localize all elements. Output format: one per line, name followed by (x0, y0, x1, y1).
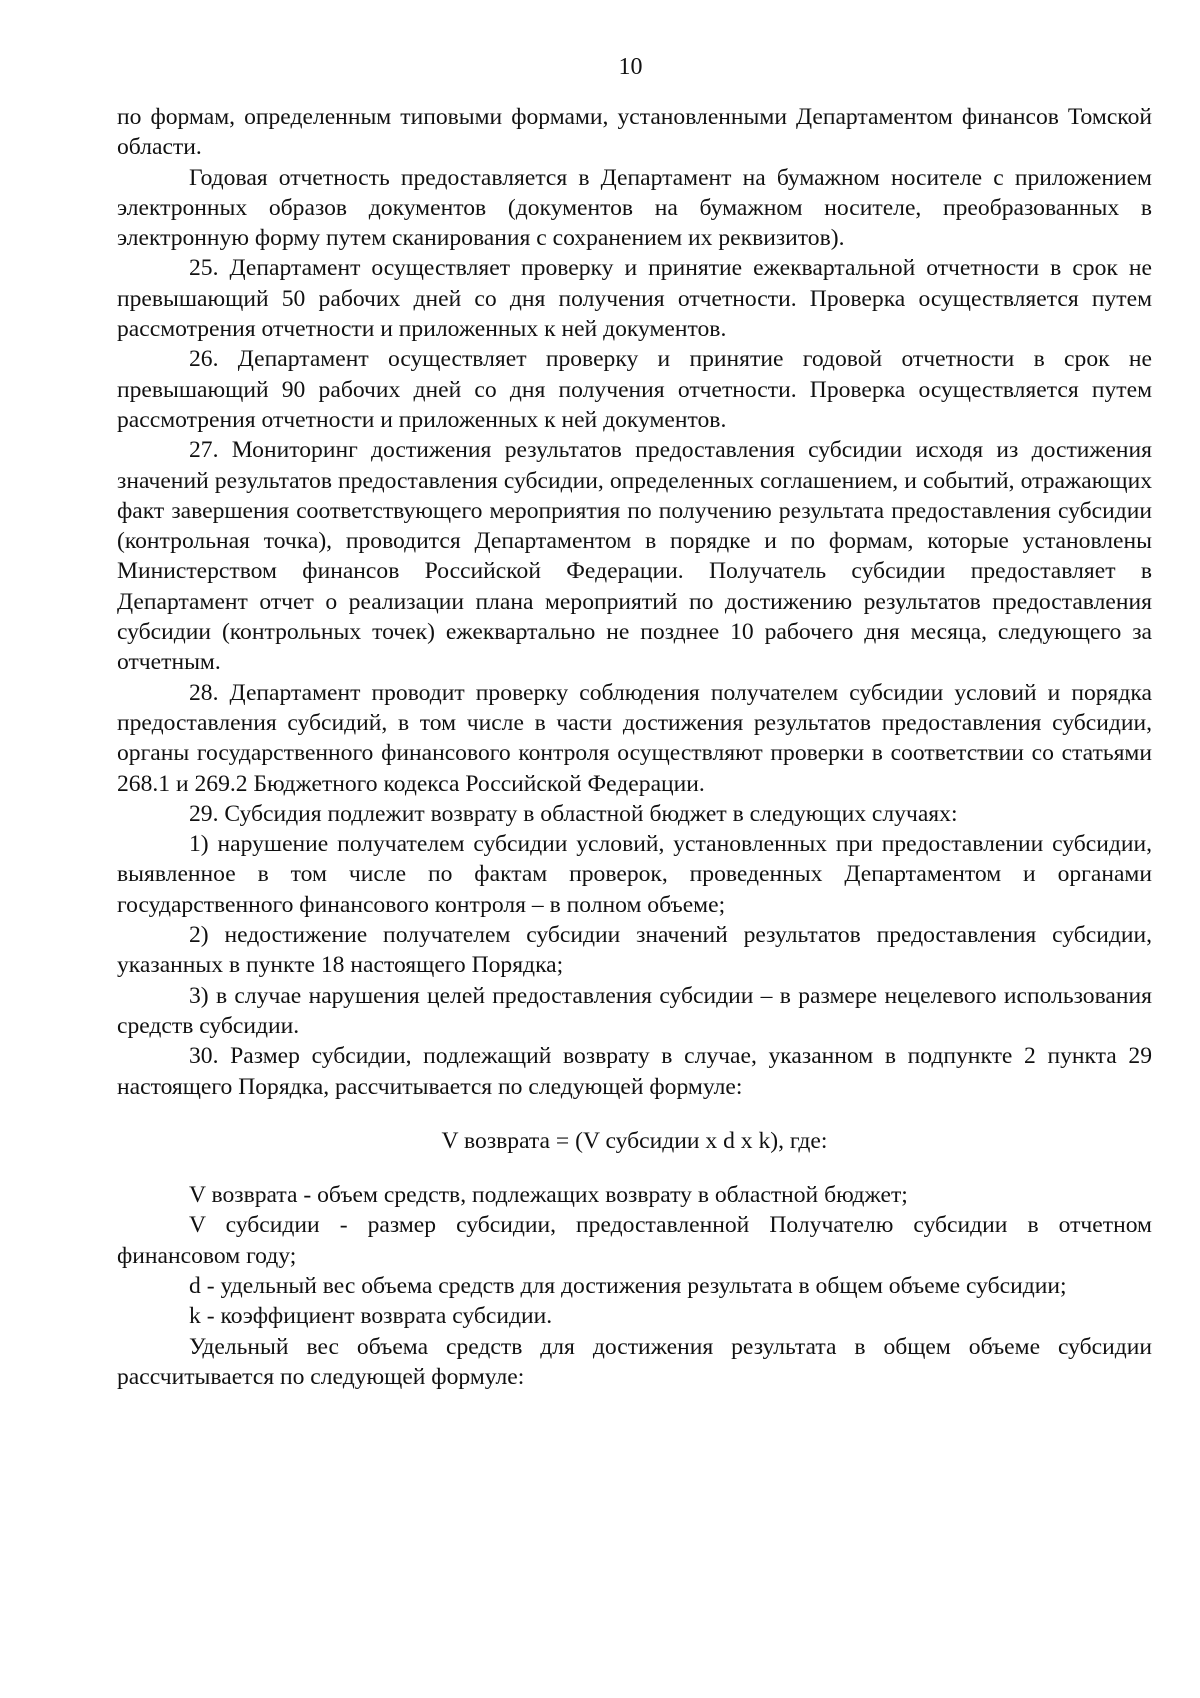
definition-v-return: V возврата - объем средств, подлежащих возврату в областной бюджет; (189, 1182, 908, 1209)
paragraph-29: 29. Субсидия подлежит возврату в областной бюджет в следующих случаях: (189, 800, 958, 827)
paragraph-25: 25. Департамент осуществляет проверку и принятие ежеквартальной отчетности в срок не превышающий 50 рабочих дней со дня получения отчетности. Проверка осуществляется путем рассмотрения отчетности и приложенных к ней документов. (117, 255, 1152, 343)
definition-v-subsidy: V субсидии - размер субсидии, предоставленной Получателю субсидии в отчетном финансовом году; (117, 1212, 1152, 1269)
paragraph-annual-report: Годовая отчетность предоставляется в Департамент на бумажном носителе с приложением электронных образов документов (документов на бумажном носителе, преобразованных в электронную форму путем сканирования с сохранением их реквизитов). (117, 164, 1152, 252)
paragraph-weight-formula-intro: Удельный вес объема средств для достижения результата в общем объеме субсидии рассчитывается по следующей формуле: (117, 1333, 1152, 1390)
definition-k: k - коэффициент возврата субсидии. (189, 1303, 553, 1330)
definition-d: d - удельный вес объема средств для достижения результата в общем объеме субсидии; (189, 1272, 1067, 1299)
paragraph-26: 26. Департамент осуществляет проверку и принятие годовой отчетности в срок не превышающий 90 рабочих дней со дня получения отчетности. Проверка осуществляется путем рассмотрения отчетности и приложенных к ней документов. (117, 346, 1152, 433)
paragraph-29-item-1: 1) нарушение получателем субсидии условий, установленных при предоставлении субсидии, выявленное в том числе по фактам проверок, проведенных Департаментом и органами государственного финансового контроля – в полном объеме; (117, 831, 1152, 918)
paragraph-30: 30. Размер субсидии, подлежащий возврату в случае, указанном в подпункте 2 пункта 29 настоящего Порядка, рассчитывается по следующей формуле: (117, 1043, 1152, 1100)
formula-return: V возврата = (V субсидии x d x k), где: (441, 1127, 828, 1154)
paragraph-29-item-3: 3) в случае нарушения целей предоставления субсидии – в размере нецелевого использования средств субсидии. (117, 982, 1152, 1039)
document-body (117, 102, 1152, 1392)
paragraph-28: 28. Департамент проводит проверку соблюдения получателем субсидии условий и порядка предоставления субсидий, в том числе в части достижения результатов предоставления субсидии, органы государственного финансового контроля осуществляют проверки в соответствии со статьями 268.1 и 269.2 Бюджетного кодекса Российской Федерации. (117, 679, 1152, 797)
paragraph-27: 27. Мониторинг достижения результатов предоставления субсидии исходя из достижения значений результатов предоставления субсидии, определенных соглашением, и событий, отражающих факт завершения соответствующего мероприятия по получению результата предоставления субсидии (контрольная точка), проводится Департаментом в порядке и по формам, которые установлены Министерством финансов Российской Федерации. Получатель субсидии предоставляет в Департамент отчет о реализации плана мероприятий по достижению результатов предоставления субсидии (контрольных точек) ежеквартально не позднее 10 рабочего дня месяца, следующего за отчетным. (117, 437, 1152, 676)
paragraph-29-item-2: 2) недостижение получателем субсидии значений результатов предоставления субсидии, указанных в пункте 18 настоящего Порядка; (117, 922, 1152, 979)
paragraph-continuation: по формам, определенным типовыми формами, установленными Департаментом финансов Томской области. (117, 104, 1152, 161)
page-number: 10 (618, 54, 643, 80)
